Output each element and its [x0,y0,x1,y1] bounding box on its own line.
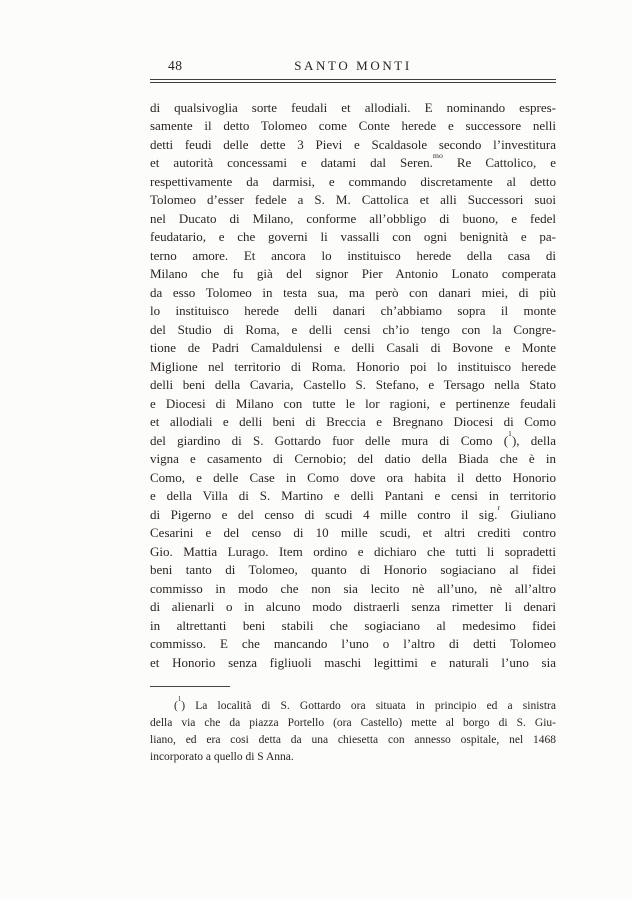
footnote-line: liano, ed era cosi detta da una chiesetta con annesso ospitale, nel 1468 [150,734,556,747]
body-line: samente il detto Tolomeo come Conte herede e successore nelli [150,118,556,134]
body-line: commisso. E che mancando l’uno o l’altro di detti Tolomeo [150,636,556,652]
body-line: terno amore. Et ancora lo instituisco herede della casa di [150,247,556,263]
body-line: et allodiali e delli beni di Breccia e Bregnano Diocesi di Como [150,414,556,430]
body-line: in altrettanti beni stabili che sogiaciano al medesimo fidei [150,617,556,633]
footnote-line: incorporato a quello di S Anna. [150,751,294,764]
body-line: commisso in modo che non sia lecito nè all’uno, nè all’altro [150,580,556,596]
body-line: del giardino di S. Gottardo fuor delle mura di Como ($^1$), della [150,428,556,448]
body-line: Cesarini e del censo di 10 mille scudi, et altri crediti contro [150,525,556,541]
body-line: nel Ducato di Milano, conforme all’obbligo di buono, e fedel [150,210,556,226]
body-line: tione de Padri Camaldulensi e delli Casali di Bovone e Monte [150,340,556,356]
footnote-line: ($^1$) La località di S. Gottardo ora situata in principio ed a sinistra [174,696,556,713]
body-line: vigna e casamento di Cernobio; del datio della Biada che è in [150,451,556,467]
footnote-separator [150,686,230,687]
body-line: e della Villa di S. Martino e delli Pantani e censi in territorio [150,488,556,504]
body-line: et autorità concessami e datami dal Seren.$^{mo}$ Re Cattolico, e [150,151,556,171]
footnote-line: della via che da piazza Portello (ora Castello) mette al borgo di S. Giu- [150,717,556,730]
body-line: da esso Tolomeo in testa sua, ma però con danari miei, di più [150,284,556,300]
body-line: del Studio di Roma, e delli censi ch’io tengo con la Congre- [150,321,556,337]
body-line: et Honorio senza figliuoli maschi legittimi e naturali l’uno sia [150,654,556,670]
body-line: e Diocesi di Milano con tutte le lor ragioni, e pertinenze feudali [150,395,556,411]
body-line: Gio. Mattia Lurago. Item ordino e dichiaro che tutti li sopradetti [150,543,556,559]
running-title: SANTO MONTI [294,58,412,73]
body-line: di qualsivoglia sorte feudali et allodiali. E nominando espres- [150,99,556,115]
running-head [150,58,556,76]
body-line: detti feudi delle dette 3 Pievi e Scaldasole secondo l’investitura [150,136,556,152]
header-rule [150,79,556,83]
text-block [150,58,556,766]
body-line: beni tanto di Tolomeo, quanto di Honorio sogiaciano al fidei [150,562,556,578]
body-line: Tolomeo d’esser fedele a S. M. Cattolica et alli Successori suoi [150,192,556,208]
body-line: Milano che fu già del signor Pier Antonio Lonato comperata [150,266,556,282]
body-line: respettivamente da darmisi, e commando discretamente al detto [150,173,556,189]
body-line: delli beni della Cavaria, Castello S. Stefano, e Tersago nella Stato [150,377,556,393]
body-text [150,99,556,673]
body-line: di alienarli o in alcuno modo distraerli senza rimetter li denari [150,599,556,615]
body-line: Miglione nel territorio di Roma. Honorio poi lo instituisco herede [150,358,556,374]
footnote [150,698,556,766]
body-line: lo instituisco herede delli danari ch’abbiamo sopra il monte [150,303,556,319]
page-number: 48 [168,58,183,73]
body-line: feudatario, e che governi li vassalli con ogni benignità e pa- [150,229,556,245]
body-line: di Pigerno e del censo di scudi 4 mille contro il sig.$^r$ Giuliano [150,502,557,522]
body-line: Como, e delle Case in Como dove ora habita il detto Honorio [150,469,556,485]
